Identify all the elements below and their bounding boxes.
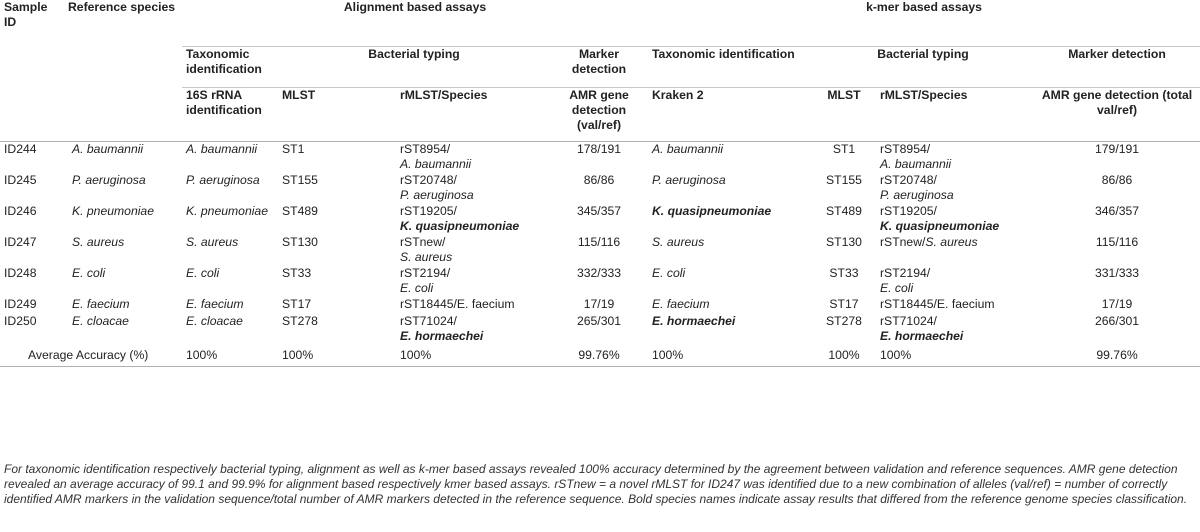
header-amr-kmer: AMR gene detection (total val/ref)	[1034, 88, 1200, 142]
header-kraken2: Kraken 2	[648, 88, 812, 142]
rmlst-alignment-cell: rST71024/ E. hormaechei	[400, 314, 484, 343]
rmlst-kmer-cell: rST2194/ E. coli	[880, 266, 931, 295]
mlst-alignment-cell: ST1	[282, 142, 305, 156]
rmlst-alignment-cell: rST20748/ P. aeruginosa	[400, 173, 474, 202]
average-rrna: 100%	[182, 345, 278, 367]
header-taxonomic-identification-kmer: Taxonomic identification	[648, 47, 812, 88]
rrna-cell: E. coli	[186, 266, 220, 280]
amr-alignment-cell: 115/116	[577, 235, 621, 249]
mlst-kmer-cell: ST130	[826, 235, 862, 249]
average-rmlst-alignment: 100%	[386, 345, 550, 367]
rrna-cell: E. cloacae	[186, 314, 243, 328]
header-amr-alignment: AMR gene detection (val/ref)	[550, 88, 648, 142]
average-mlst-kmer: 100%	[812, 345, 876, 367]
amr-kmer-cell: 115/116	[1095, 235, 1139, 249]
amr-alignment-cell: 332/333	[576, 266, 622, 280]
reference-species-cell: E. cloacae	[72, 314, 129, 328]
mlst-alignment-cell: ST489	[282, 204, 318, 218]
kraken-cell: S. aureus	[652, 235, 705, 249]
amr-alignment-cell: 86/86	[583, 173, 615, 187]
kraken-cell: K. quasipneumoniae	[652, 204, 772, 218]
rmlst-alignment-cell: rST19205/ K. quasipneumoniae	[400, 204, 520, 233]
kraken-cell: A. baumannii	[652, 142, 724, 156]
kraken-cell: E. hormaechei	[652, 314, 736, 328]
mlst-kmer-cell: ST155	[826, 173, 862, 187]
reference-species-cell: E. faecium	[72, 297, 130, 311]
table-row	[0, 297, 1200, 314]
mlst-alignment-cell: ST278	[282, 314, 318, 328]
table-row	[0, 235, 1200, 266]
table-footnote: For taxonomic identification respectively bacterial typing, alignment as well as k-mer based assays revealed 100% accuracy determined by the agreement between validation and reference sequences. AMR gene detection revealed an average accuracy of 99.1 and 99.9% for alignment based respectively kmer based assays. rSTnew = a novel rMLST for ID247 was identified due to a new combination of alleles (val/ref) = number of correctly identified AMR markers in the validation sequence/total number of AMR markers detected in the reference sequence. Bold species names indicate assay results that differed from the reference genome species classification.	[4, 462, 1188, 506]
mlst-kmer-cell: ST33	[829, 266, 859, 280]
rmlst-kmer-cell: rST18445/E. faecium	[880, 297, 995, 311]
header-reference-species: Reference species	[68, 0, 176, 14]
reference-species-cell: E. coli	[72, 266, 106, 280]
kraken-cell: E. coli	[652, 266, 686, 280]
average-kraken: 100%	[648, 345, 812, 367]
average-amr-alignment: 99.76%	[550, 345, 648, 367]
header-mlst-alignment: MLST	[278, 88, 386, 142]
rmlst-alignment-cell: rST8954/ A. baumannii	[400, 142, 472, 171]
header-marker-detection-kmer: Marker detection	[1034, 47, 1200, 88]
sample-id-cell: ID246	[4, 204, 37, 218]
average-row	[0, 345, 1200, 367]
rrna-cell: S. aureus	[186, 235, 239, 249]
average-label: Average Accuracy (%)	[0, 345, 182, 367]
amr-alignment-cell: 178/191	[576, 142, 622, 156]
header-marker-detection-alignment: Marker detection	[550, 47, 648, 88]
reference-species-cell: A. baumannii	[72, 142, 144, 156]
amr-alignment-cell: 345/357	[576, 204, 622, 218]
header-mlst-kmer: MLST	[812, 88, 876, 142]
header-16s-rrna: 16S rRNA identification	[182, 88, 278, 142]
rmlst-kmer-cell: rST8954/ A. baumannii	[880, 142, 952, 171]
sample-id-cell: ID248	[4, 266, 37, 280]
mlst-alignment-cell: ST130	[282, 235, 318, 249]
header-sample-id: Sample ID	[4, 0, 48, 29]
amr-alignment-cell: 17/19	[583, 297, 615, 311]
amr-kmer-cell: 266/301	[1094, 314, 1140, 328]
amr-kmer-cell: 331/333	[1094, 266, 1140, 280]
reference-species-cell: P. aeruginosa	[72, 173, 146, 187]
rmlst-alignment-cell: rST18445/E. faecium	[400, 297, 515, 311]
header-bacterial-typing-kmer: Bacterial typing	[812, 47, 1034, 88]
header-taxonomic-identification-alignment: Taxonomic identification	[182, 47, 278, 88]
table-row	[0, 173, 1200, 204]
reference-species-cell: K. pneumoniae	[72, 204, 154, 218]
header-rmlst-alignment: rMLST/Species	[386, 88, 550, 142]
rmlst-alignment-cell: rSTnew/ S. aureus	[400, 235, 453, 264]
rmlst-kmer-cell: rST19205/ K. quasipneumoniae	[880, 204, 1000, 233]
rmlst-kmer-cell: rST20748/ P. aeruginosa	[880, 173, 954, 202]
header-kmer-group: k-mer based assays	[648, 0, 1200, 47]
mlst-kmer-cell: ST278	[826, 314, 862, 328]
header-bacterial-typing-alignment: Bacterial typing	[278, 47, 550, 88]
rmlst-kmer-cell: rSTnew/S. aureus	[880, 235, 978, 249]
sample-id-cell: ID244	[4, 142, 37, 156]
average-amr-kmer: 99.76%	[1034, 345, 1200, 367]
sample-id-cell: ID245	[4, 173, 37, 187]
average-rmlst-kmer: 100%	[876, 345, 1034, 367]
mlst-kmer-cell: ST17	[829, 297, 859, 311]
rrna-cell: K. pneumoniae	[186, 204, 268, 218]
mlst-kmer-cell: ST489	[826, 204, 862, 218]
reference-species-cell: S. aureus	[72, 235, 125, 249]
table-row	[0, 314, 1200, 345]
table-row	[0, 266, 1200, 297]
rmlst-alignment-cell: rST2194/ E. coli	[400, 266, 451, 295]
header-alignment-group: Alignment based assays	[182, 0, 648, 47]
rrna-cell: P. aeruginosa	[186, 173, 260, 187]
mlst-kmer-cell: ST1	[832, 142, 856, 156]
rmlst-kmer-cell: rST71024/ E. hormaechei	[880, 314, 964, 343]
table-row	[0, 142, 1200, 174]
sample-id-cell: ID247	[4, 235, 37, 249]
sample-id-cell: ID250	[4, 314, 37, 328]
rrna-cell: A. baumannii	[186, 142, 258, 156]
mlst-alignment-cell: ST155	[282, 173, 318, 187]
mlst-alignment-cell: ST33	[282, 266, 312, 280]
header-rmlst-kmer: rMLST/Species	[876, 88, 1034, 142]
average-mlst-alignment: 100%	[278, 345, 386, 367]
amr-kmer-cell: 179/191	[1094, 142, 1140, 156]
kraken-cell: E. faecium	[652, 297, 710, 311]
amr-kmer-cell: 86/86	[1101, 173, 1133, 187]
amr-alignment-cell: 265/301	[576, 314, 622, 328]
amr-kmer-cell: 17/19	[1101, 297, 1133, 311]
table-row	[0, 204, 1200, 235]
mlst-alignment-cell: ST17	[282, 297, 312, 311]
kraken-cell: P. aeruginosa	[652, 173, 726, 187]
sample-id-cell: ID249	[4, 297, 37, 311]
rrna-cell: E. faecium	[186, 297, 244, 311]
amr-kmer-cell: 346/357	[1094, 204, 1140, 218]
